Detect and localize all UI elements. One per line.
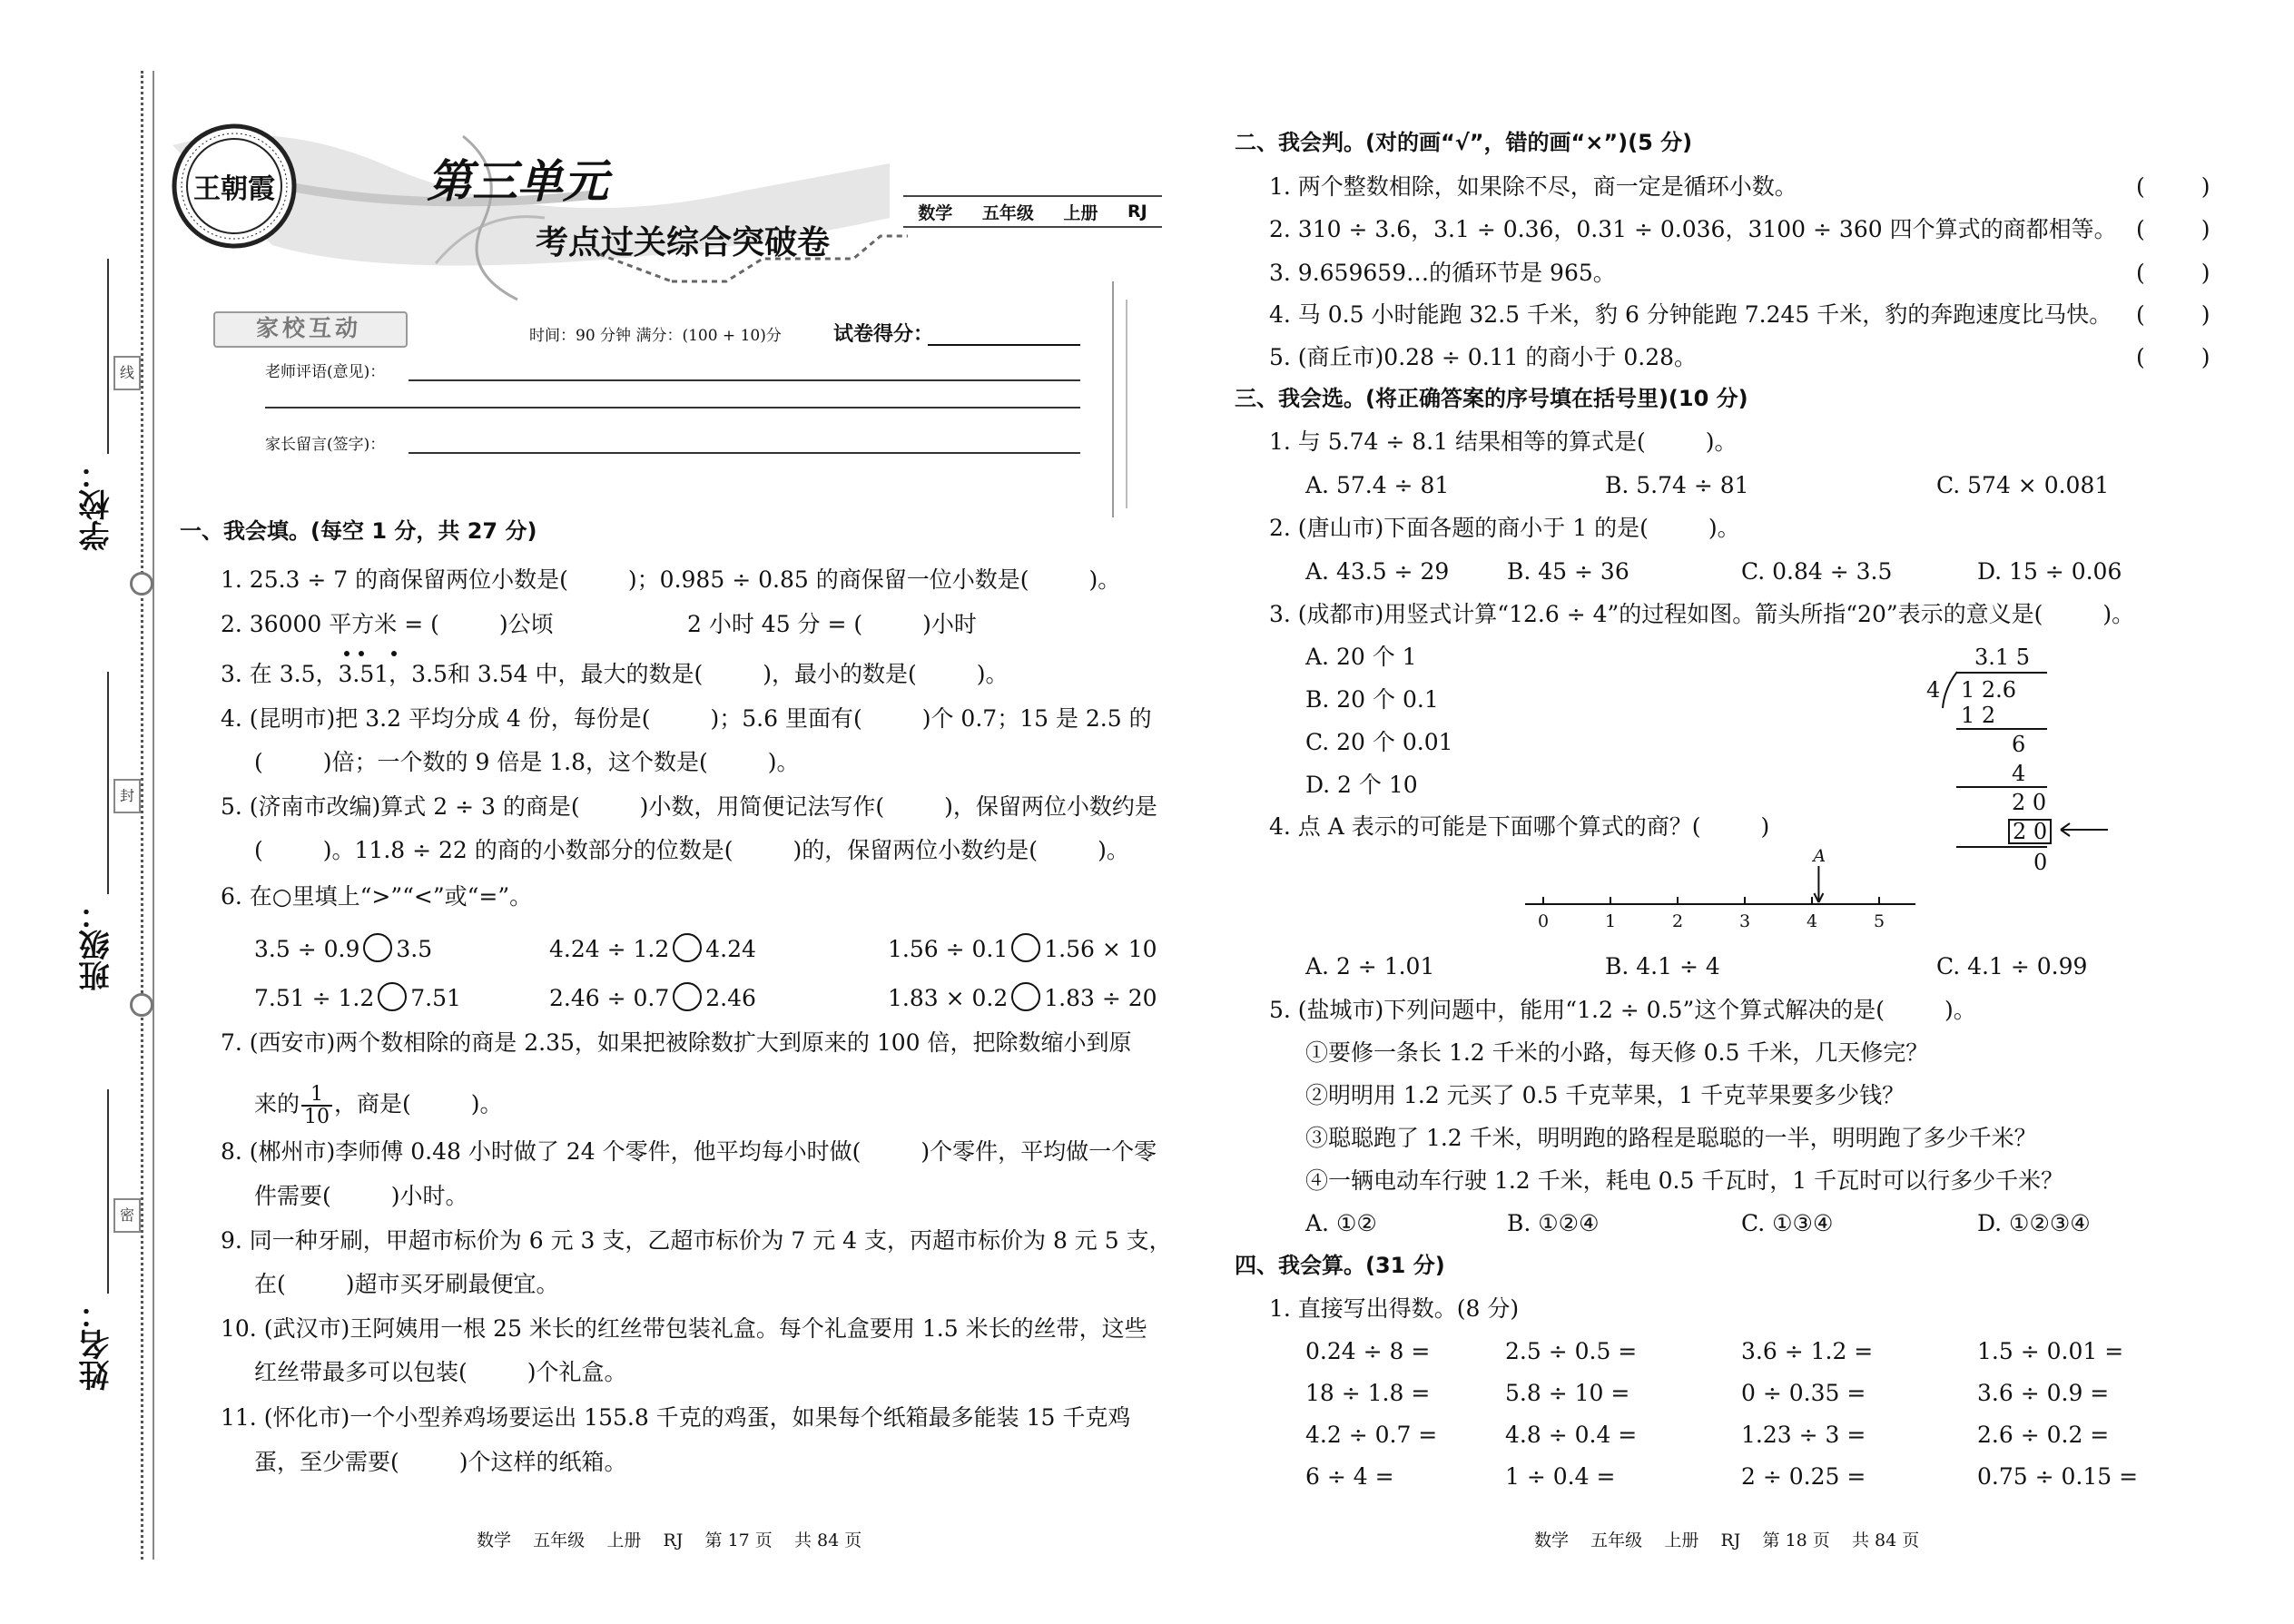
binding-solid-line	[153, 71, 154, 1560]
choice-option[interactable]: C. 0.84 ÷ 3.5	[1741, 558, 1893, 585]
division-step: 1 2	[1961, 703, 1996, 728]
q1-10a: 10. (武汉市)王阿姨用一根 25 米长的红丝带包装礼盒。每个礼盒要用 1.5 米长的丝带，这些	[221, 1315, 1147, 1342]
q1-5b: ( )。11.8 ÷ 22 的商的小数部分的位数是( )的，保留两位小数约是( )。	[254, 837, 1129, 863]
division-line	[1956, 846, 2047, 848]
book-tags	[903, 195, 1162, 228]
page-footer-right: 数学 五年级 上册 RJ 第 18 页 共 84 页	[1534, 1530, 1920, 1550]
calc-item: 2.6 ÷ 0.2 =	[1977, 1422, 2110, 1448]
logo-text: 王朝霞	[193, 173, 275, 205]
compare-item: 2.46 ÷ 0.7 2.46	[549, 982, 756, 1011]
division-bar	[1956, 672, 2047, 674]
choice-option[interactable]: C. ①③④	[1741, 1210, 1834, 1236]
choice-option[interactable]: C. 20 个 0.01	[1305, 729, 1453, 755]
calc-item: 3.6 ÷ 0.9 =	[1977, 1380, 2110, 1406]
section4-title: 四、我会算。(31 分)	[1235, 1253, 1445, 1278]
tick-label: 3	[1739, 911, 1751, 931]
time-info: 时间：90 分钟 满分：(100 + 10)分	[529, 327, 782, 345]
calc-item: 18 ÷ 1.8 =	[1305, 1380, 1431, 1406]
section3-title: 三、我会选。(将正确答案的序号填在括号里)(10 分)	[1235, 386, 1748, 411]
q1-9a: 9. 同一种牙刷，甲超市标价为 6 元 3 支，乙超市标价为 7 元 4 支，丙超市标价为 8 元 5 支，	[221, 1227, 1172, 1254]
q1-5a: 5. (济南市改编)算式 2 ÷ 3 的商是( )小数，用简便记法写作( )，保留两位小数约是	[221, 793, 1157, 820]
choice-option[interactable]: B. ①②④	[1507, 1210, 1600, 1236]
judge-item-3: 3. 9.659659…的循环节是 965。	[1269, 260, 1616, 286]
division-highlighted-step: 2 0	[2008, 819, 2052, 844]
family-school-label: 家校互动	[255, 315, 361, 341]
problem-item: ①要修一条长 1.2 千米的小路，每天修 0.5 千米，几天修完？	[1305, 1039, 1929, 1066]
choice-q5: 5. (盐城市)下列问题中，能用“1.2 ÷ 0.5”这个算式解决的是( )。	[1269, 997, 1976, 1023]
q1-2b: 2 小时 45 分 = ( )小时	[687, 611, 977, 637]
judge-answer-box[interactable]: ( )	[2136, 301, 2210, 328]
compare-circle[interactable]	[363, 933, 392, 962]
compare-item: 1.83 × 0.2 1.83 ÷ 20	[888, 982, 1157, 1011]
unit-title: 第三单元	[427, 155, 608, 208]
class-label: 班级：	[79, 899, 115, 991]
teacher-comment-field-2[interactable]	[265, 407, 1080, 408]
exam-subtitle: 考点过关综合突破卷	[536, 224, 831, 261]
compare-item: 3.5 ÷ 0.9 3.5	[254, 933, 432, 962]
score-field[interactable]	[928, 344, 1080, 346]
choice-option[interactable]: A. ①②	[1305, 1210, 1377, 1236]
compare-item: 7.51 ÷ 1.2 7.51	[254, 982, 461, 1011]
division-step: 0	[2033, 850, 2048, 875]
q1-1: 1. 25.3 ÷ 7 的商保留两位小数是( )；0.985 ÷ 0.85 的商保留一位小数是( )。	[221, 566, 1121, 593]
q1-8a: 8. (郴州市)李师傅 0.48 小时做了 24 个零件，他平均每小时做( )个零件，平均做一个零	[221, 1138, 1157, 1165]
choice-option[interactable]: D. 15 ÷ 0.06	[1977, 558, 2122, 585]
number-line-labels	[1525, 846, 1925, 935]
calc-item: 0.75 ÷ 0.15 =	[1977, 1463, 2139, 1490]
problem-item: ②明明用 1.2 元买了 0.5 千克苹果，1 千克苹果要多少钱？	[1305, 1082, 1905, 1108]
header-divider	[1126, 300, 1127, 508]
section1-title: 一、我会填。(每空 1 分，共 27 分)	[180, 518, 537, 544]
class-line[interactable]	[107, 672, 109, 894]
judge-item-2: 2. 310 ÷ 3.6，3.1 ÷ 0.36，0.31 ÷ 0.036，3100 ÷ 360 四个算式的商都相等。	[1269, 216, 2117, 242]
division-step: 4	[2012, 761, 2026, 786]
point-label: A	[1813, 846, 1826, 866]
calc-item: 0.24 ÷ 8 =	[1305, 1338, 1431, 1364]
judge-item-5: 5. (商丘市)0.28 ÷ 0.11 的商小于 0.28。	[1269, 344, 1698, 370]
page-footer-left: 数学 五年级 上册 RJ 第 17 页 共 84 页	[477, 1530, 862, 1550]
arrow-left-icon	[2053, 821, 2110, 839]
tag-edition: RJ	[1127, 202, 1147, 221]
seal-mark: 封	[113, 779, 141, 813]
q1-4b: ( )倍；一个数的 9 倍是 1.8，这个数是( )。	[254, 749, 800, 775]
tag-volume: 上册	[1063, 202, 1098, 223]
tick-label: 2	[1672, 911, 1684, 931]
choice-q3: 3. (成都市)用竖式计算“12.6 ÷ 4”的过程如图。箭头所指“20”表示的意义是( )。	[1269, 601, 2135, 627]
division-quotient: 3.1 5	[1974, 645, 2031, 670]
calc-item: 1.23 ÷ 3 =	[1741, 1422, 1866, 1448]
division-line	[1956, 786, 2047, 788]
parent-comment-label: 家长留言(签字)：	[265, 436, 386, 454]
choice-option[interactable]: A. 57.4 ÷ 81	[1305, 472, 1450, 498]
judge-answer-box[interactable]: ( )	[2136, 260, 2210, 286]
compare-item: 1.56 ÷ 0.1 1.56 × 10	[888, 933, 1157, 962]
choice-option[interactable]: D. 2 个 10	[1305, 772, 1418, 798]
choice-q1: 1. 与 5.74 ÷ 8.1 结果相等的算式是( )。	[1269, 428, 1738, 455]
problem-item: ④一辆电动车行驶 1.2 千米，耗电 0.5 千瓦时，1 千瓦时可以行多少千米？	[1305, 1167, 2064, 1194]
choice-option[interactable]: B. 20 个 0.1	[1305, 686, 1439, 713]
q1-11a: 11. (怀化市)一个小型养鸡场要运出 155.8 千克的鸡蛋，如果每个纸箱最多能装 15 千克鸡	[221, 1404, 1131, 1431]
choice-option[interactable]: C. 574 × 0.081	[1936, 472, 2110, 498]
q1-4a: 4. (昆明市)把 3.2 平均分成 4 份，每份是( )；5.6 里面有( )个 0.7；15 是 2.5 的	[221, 705, 1152, 732]
school-line[interactable]	[107, 259, 109, 454]
judge-answer-box[interactable]: ( )	[2136, 216, 2210, 242]
division-dividend: 1 2.6	[1961, 677, 2017, 703]
division-step: 2 0	[2012, 790, 2047, 815]
score-label: 试卷得分：	[833, 323, 934, 346]
binding-dotted-line	[141, 71, 143, 1560]
teacher-comment-field[interactable]	[409, 379, 1080, 381]
q1-2a: 2. 36000 平方米 = ( )公顷	[221, 611, 554, 637]
q1-7b: 来的 $\frac{1}{10}$ ，商是( )。	[254, 1083, 503, 1129]
choice-option[interactable]: C. 4.1 ÷ 0.99	[1936, 953, 2088, 979]
choice-option[interactable]: B. 4.1 ÷ 4	[1605, 953, 1720, 979]
seal-mark: 密	[113, 1198, 141, 1233]
choice-option[interactable]: A. 20 个 1	[1305, 644, 1417, 670]
tag-grade: 五年级	[981, 202, 1034, 223]
compare-circle[interactable]	[378, 982, 407, 1011]
tick-label: 0	[1538, 911, 1550, 931]
judge-item-1: 1. 两个整数相除，如果除不尽，商一定是循环小数。	[1269, 173, 1797, 200]
header-divider	[1112, 281, 1114, 517]
q1-11b: 蛋，至少需要( )个这样的纸箱。	[254, 1449, 627, 1475]
compare-circle[interactable]	[1011, 982, 1040, 1011]
choice-option[interactable]: B. 5.74 ÷ 81	[1605, 472, 1749, 498]
q1-6-title: 6. 在○里填上“>”“<”或“=”。	[221, 883, 533, 910]
calc-item: 1 ÷ 0.4 =	[1505, 1463, 1616, 1490]
q1-10b: 红丝带最多可以包装( )个礼盒。	[254, 1359, 627, 1385]
division-step: 6	[2012, 732, 2026, 757]
judge-answer-box[interactable]: ( )	[2136, 344, 2210, 370]
calc-item: 3.6 ÷ 1.2 =	[1741, 1338, 1874, 1364]
binding-hole-icon	[130, 993, 153, 1017]
calc-item: 0 ÷ 0.35 =	[1741, 1380, 1866, 1406]
repeating-digit: 5	[433, 661, 448, 687]
binding-hole-icon	[130, 572, 153, 595]
name-line[interactable]	[107, 1089, 109, 1294]
school-label: 学校：	[79, 458, 115, 551]
calc-item: 1.5 ÷ 0.01 =	[1977, 1338, 2124, 1364]
choice-option[interactable]: B. 45 ÷ 36	[1507, 558, 1629, 585]
calc-item: 4.8 ÷ 0.4 =	[1505, 1422, 1638, 1448]
tick-label: 1	[1605, 911, 1617, 931]
parent-comment-field[interactable]	[409, 452, 1080, 454]
repeating-digit: 1	[374, 661, 389, 687]
q1-9b: 在( )超市买牙刷最便宜。	[254, 1271, 559, 1297]
q1-3: 3. 在 3.5，3.51，3.5和 3.54 中，最大的数是( )，最小的数是( )。	[221, 661, 1009, 687]
compare-item: 4.24 ÷ 1.2 4.24	[549, 933, 756, 962]
judge-answer-box[interactable]: ( )	[2136, 173, 2210, 200]
calc-item: 2.5 ÷ 0.5 =	[1505, 1338, 1638, 1364]
compare-circle[interactable]	[673, 933, 702, 962]
calc-item: 4.2 ÷ 0.7 =	[1305, 1422, 1438, 1448]
choice-q4: 4. 点 A 表示的可能是下面哪个算式的商？( )	[1269, 813, 1770, 840]
fraction: $\frac{1}{10}$	[301, 1084, 332, 1127]
teacher-comment-label: 老师评语(意见)：	[265, 363, 386, 381]
q1-8b: 件需要( )小时。	[254, 1183, 468, 1209]
division-divisor: 4	[1926, 677, 1941, 703]
compare-circle[interactable]	[1011, 933, 1040, 962]
calc-item: 2 ÷ 0.25 =	[1741, 1463, 1866, 1490]
tick-label: 4	[1807, 911, 1818, 931]
q1-7a: 7. (西安市)两个数相除的商是 2.35，如果把被除数扩大到原来的 100 倍，把除数缩小到原	[221, 1029, 1132, 1056]
seal-mark: 线	[113, 356, 141, 390]
section2-title: 二、我会判。(对的画“√”，错的画“×”)(5 分)	[1235, 130, 1693, 155]
tag-subject: 数学	[918, 202, 953, 223]
calc-item: 6 ÷ 4 =	[1305, 1463, 1394, 1490]
judge-item-4: 4. 马 0.5 小时能跑 32.5 千米，豹 6 分钟能跑 7.245 千米，豹的奔跑速度比马快。	[1269, 301, 2112, 328]
choice-option[interactable]: D. ①②③④	[1977, 1210, 2091, 1236]
section4-sub1: 1. 直接写出得数。(8 分)	[1269, 1295, 1520, 1322]
choice-option[interactable]: A. 43.5 ÷ 29	[1305, 558, 1450, 585]
choice-option[interactable]: A. 2 ÷ 1.01	[1305, 953, 1435, 979]
division-bracket-icon	[1941, 670, 1959, 710]
tick-label: 5	[1874, 911, 1885, 931]
repeating-dots-icon	[336, 648, 399, 659]
compare-circle[interactable]	[673, 982, 702, 1011]
choice-q2: 2. (唐山市)下面各题的商小于 1 的是( )。	[1269, 515, 1740, 541]
division-line	[1956, 728, 2047, 730]
problem-item: ③聪聪跑了 1.2 千米，明明跑的路程是聪聪的一半，明明跑了多少千米？	[1305, 1125, 2037, 1151]
name-label: 姓名：	[79, 1298, 115, 1391]
calc-item: 5.8 ÷ 10 =	[1505, 1380, 1630, 1406]
